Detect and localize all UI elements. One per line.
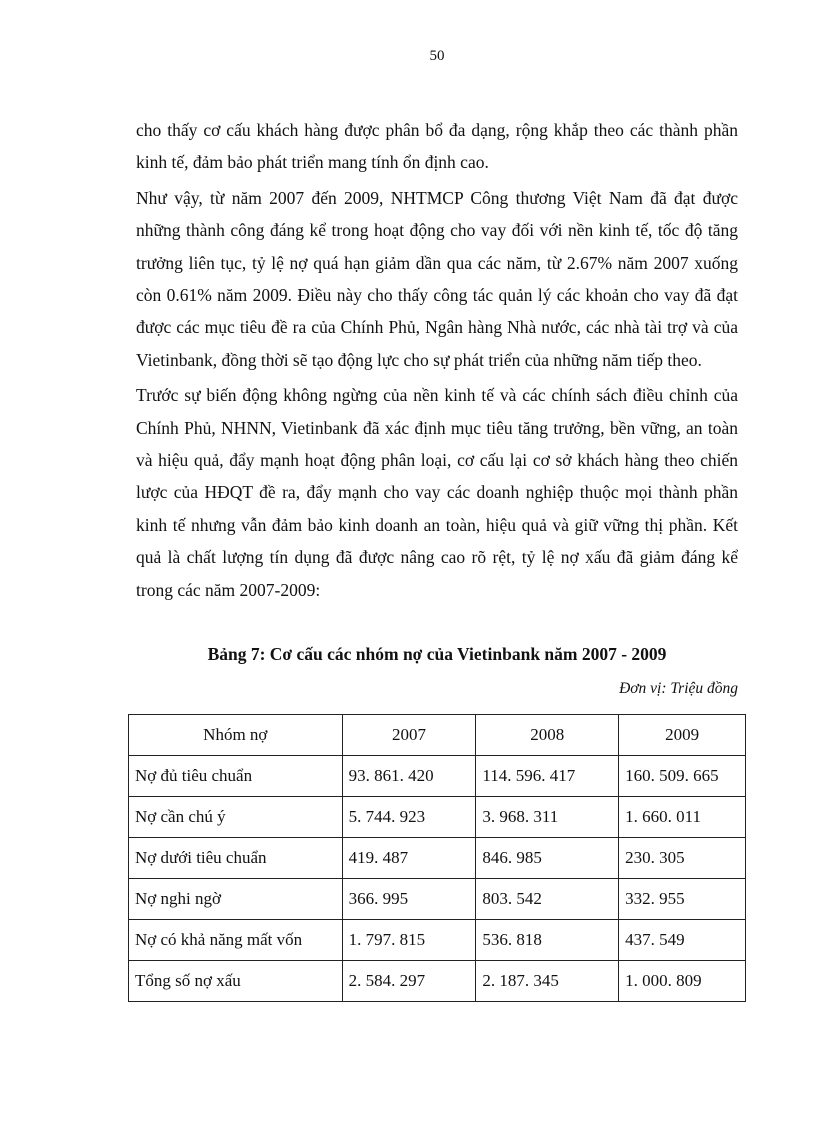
table-cell: 803. 542 bbox=[476, 879, 619, 920]
header-cell: 2007 bbox=[342, 715, 476, 756]
table-row bbox=[129, 879, 746, 920]
table-row bbox=[129, 797, 746, 838]
table-cell: Tổng số nợ xấu bbox=[129, 961, 343, 1002]
table-cell: 1. 660. 011 bbox=[619, 797, 746, 838]
table-header-row bbox=[129, 715, 746, 756]
table-row bbox=[129, 838, 746, 879]
table-cell: 2. 584. 297 bbox=[342, 961, 476, 1002]
paragraph: Trước sự biến động không ngừng của nền kinh tế và các chính sách điều chỉnh của Chính Phủ, NHNN, Vietinbank đã xác định mục tiêu tăng trưởng, bền vững, an toàn và hiệu quả, đẩy mạnh hoạt động phân loại, cơ cấu lại cơ sở khách hàng theo chiến lược của HĐQT đề ra, đẩy mạnh cho vay các doanh nghiệp thuộc mọi thành phần kinh tế nhưng vẫn đảm bảo kinh doanh an toàn, hiệu quả và giữ vững thị phần. Kết quả là chất lượng tín dụng đã được nâng cao rõ rệt, tỷ lệ nợ xấu đã giảm đáng kể trong các năm 2007-2009: bbox=[136, 385, 738, 600]
table-cell: Nợ đủ tiêu chuẩn bbox=[129, 756, 343, 797]
table-cell: 437. 549 bbox=[619, 920, 746, 961]
header-cell: 2008 bbox=[476, 715, 619, 756]
table-cell: Nợ cần chú ý bbox=[129, 797, 343, 838]
table-cell: Nợ nghi ngờ bbox=[129, 879, 343, 920]
table-title: Bảng 7: Cơ cấu các nhóm nợ của Vietinbank năm 2007 - 2009 bbox=[207, 644, 667, 664]
table-cell: 93. 861. 420 bbox=[342, 756, 476, 797]
table-cell: Nợ dưới tiêu chuẩn bbox=[129, 838, 343, 879]
header-cell: Nhóm nợ bbox=[129, 715, 343, 756]
table-row bbox=[129, 961, 746, 1002]
table-row bbox=[129, 920, 746, 961]
paragraph: Như vậy, từ năm 2007 đến 2009, NHTMCP Công thương Việt Nam đã đạt được những thành công đáng kể trong hoạt động cho vay đối với nền kinh tế, tốc độ tăng trưởng liên tục, tỷ lệ nợ quá hạn giảm dần qua các năm, từ 2.67% năm 2007 xuống còn 0.61% năm 2009. Điều này cho thấy công tác quản lý các khoản cho vay đã đạt được các mục tiêu đề ra của Chính Phủ, Ngân hàng Nhà nước, các nhà tài trợ và của Vietinbank, đồng thời sẽ tạo động lực cho sự phát triển của những năm tiếp theo. bbox=[136, 187, 738, 370]
header-cell: 2009 bbox=[619, 715, 746, 756]
table-cell: 332. 955 bbox=[619, 879, 746, 920]
table-cell: 5. 744. 923 bbox=[342, 797, 476, 838]
table-cell: 366. 995 bbox=[342, 879, 476, 920]
table-unit-note: Đơn vị: Triệu đồng bbox=[619, 680, 738, 697]
table-cell: 1. 797. 815 bbox=[342, 920, 476, 961]
table-cell: 2. 187. 345 bbox=[476, 961, 619, 1002]
paragraph: cho thấy cơ cấu khách hàng được phân bổ đa dạng, rộng khắp theo các thành phần kinh tế, đảm bảo phát triển mang tính ổn định cao. bbox=[136, 120, 738, 173]
page-number: 50 bbox=[429, 48, 445, 64]
table-cell: 1. 000. 809 bbox=[619, 961, 746, 1002]
debt-group-table bbox=[128, 714, 746, 1002]
table-cell: 536. 818 bbox=[476, 920, 619, 961]
table-cell: 114. 596. 417 bbox=[476, 756, 619, 797]
table-cell: 846. 985 bbox=[476, 838, 619, 879]
table-cell: 160. 509. 665 bbox=[619, 756, 746, 797]
table-cell: 3. 968. 311 bbox=[476, 797, 619, 838]
table-cell: 230. 305 bbox=[619, 838, 746, 879]
table-cell: 419. 487 bbox=[342, 838, 476, 879]
table-cell: Nợ có khả năng mất vốn bbox=[129, 920, 343, 961]
body-text bbox=[136, 114, 738, 609]
table-row bbox=[129, 756, 746, 797]
